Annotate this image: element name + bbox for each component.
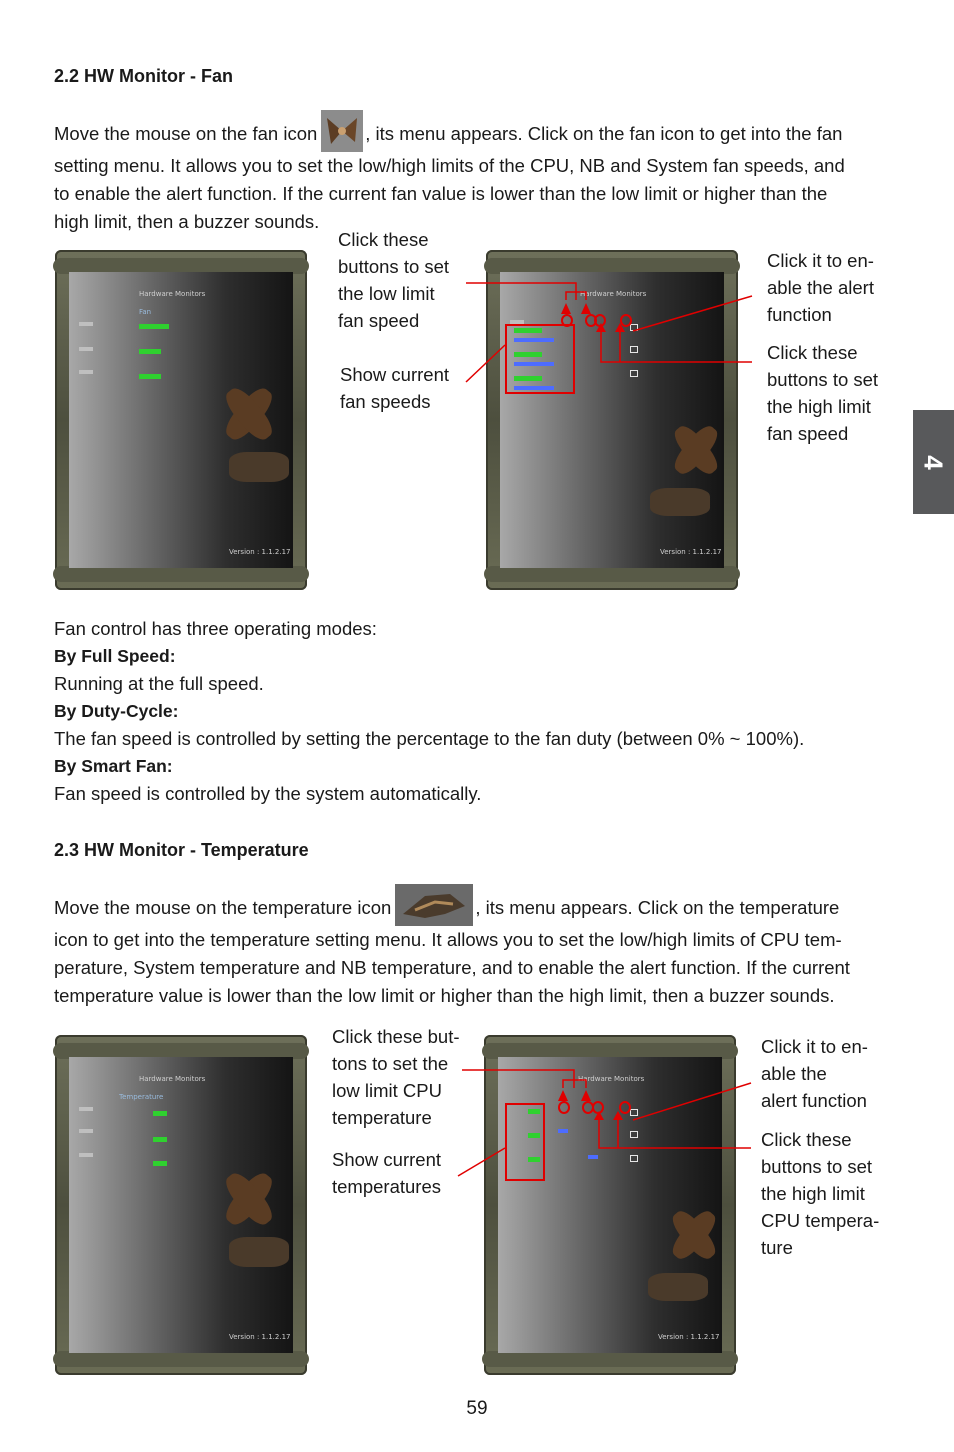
fan-section-heading: 2.2 HW Monitor - Fan: [54, 66, 233, 86]
callout-fan-alert: Click it to en- able the alert function: [767, 250, 874, 325]
chapter-number: 4: [919, 454, 949, 470]
fan-intro-prefix: Move the mouse on the fan icon: [54, 123, 318, 144]
callout-fan-low-limit: Click these buttons to set the low limit fan speed: [338, 229, 450, 331]
mode-title-smart-fan: By Smart Fan:: [54, 755, 173, 776]
temp-intro-line1: , its menu appears. Click on the temperature: [475, 897, 840, 918]
mode-desc-smart-fan: Fan speed is controlled by the system automatically.: [54, 783, 482, 804]
fan-monitor-screenshot-default: Hardware Monitors Fan Version : 1.1.2.17: [55, 250, 307, 590]
callout-temp-high-limit: Click these buttons to set the high limit CPU tempera- ture: [761, 1129, 880, 1258]
callout-fan-current: Show current fan speeds: [340, 364, 449, 412]
fan-intro-line1: , its menu appears. Click on the fan icon to get into the fan: [365, 123, 843, 144]
page-number: 59: [466, 1398, 488, 1419]
temp-monitor-screenshot-default: Hardware Monitors Temperature Version : 1.1.2.17: [55, 1035, 307, 1375]
fan-monitor-screenshot-settings: Hardware Monitors Version : 1.1.2.17: [486, 250, 738, 590]
fan-intro-line2: setting menu. It allows you to set the low/high limits of the CPU, NB and System fan speeds, and: [54, 155, 845, 176]
temp-intro-prefix: Move the mouse on the temperature icon: [54, 897, 392, 918]
modes-intro: Fan control has three operating modes:: [54, 618, 377, 639]
temp-section-heading: 2.3 HW Monitor - Temperature: [54, 840, 309, 860]
fan-intro-line3: to enable the alert function. If the current fan value is lower than the low limit or higher than the: [54, 183, 828, 204]
mode-title-full-speed: By Full Speed:: [54, 645, 176, 666]
temp-intro-line3: perature, System temperature and NB temperature, and to enable the alert function. If the current: [54, 957, 850, 978]
callout-temp-alert: Click it to en- able the alert function: [761, 1036, 868, 1111]
fan-intro-line4: high limit, then a buzzer sounds.: [54, 211, 320, 232]
callout-temp-current: Show current temperatures: [332, 1149, 441, 1197]
mode-desc-full-speed: Running at the full speed.: [54, 673, 264, 694]
callout-temp-low-limit: Click these but- tons to set the low limit CPU temperature: [332, 1026, 460, 1128]
callout-fan-high-limit: Click these buttons to set the high limit fan speed: [767, 342, 879, 444]
temp-intro-line2: icon to get into the temperature setting menu. It allows you to set the low/high limits of CPU tem-: [54, 929, 842, 950]
temp-monitor-screenshot-settings: Hardware Monitors Version : 1.1.2.17: [484, 1035, 736, 1375]
mode-desc-duty-cycle: The fan speed is controlled by setting the percentage to the fan duty (between 0% ~ 100%).: [54, 728, 805, 749]
temp-intro-line4: temperature value is lower than the low limit or higher than the high limit, then a buzzer sounds.: [54, 985, 835, 1006]
mode-title-duty-cycle: By Duty-Cycle:: [54, 700, 179, 721]
